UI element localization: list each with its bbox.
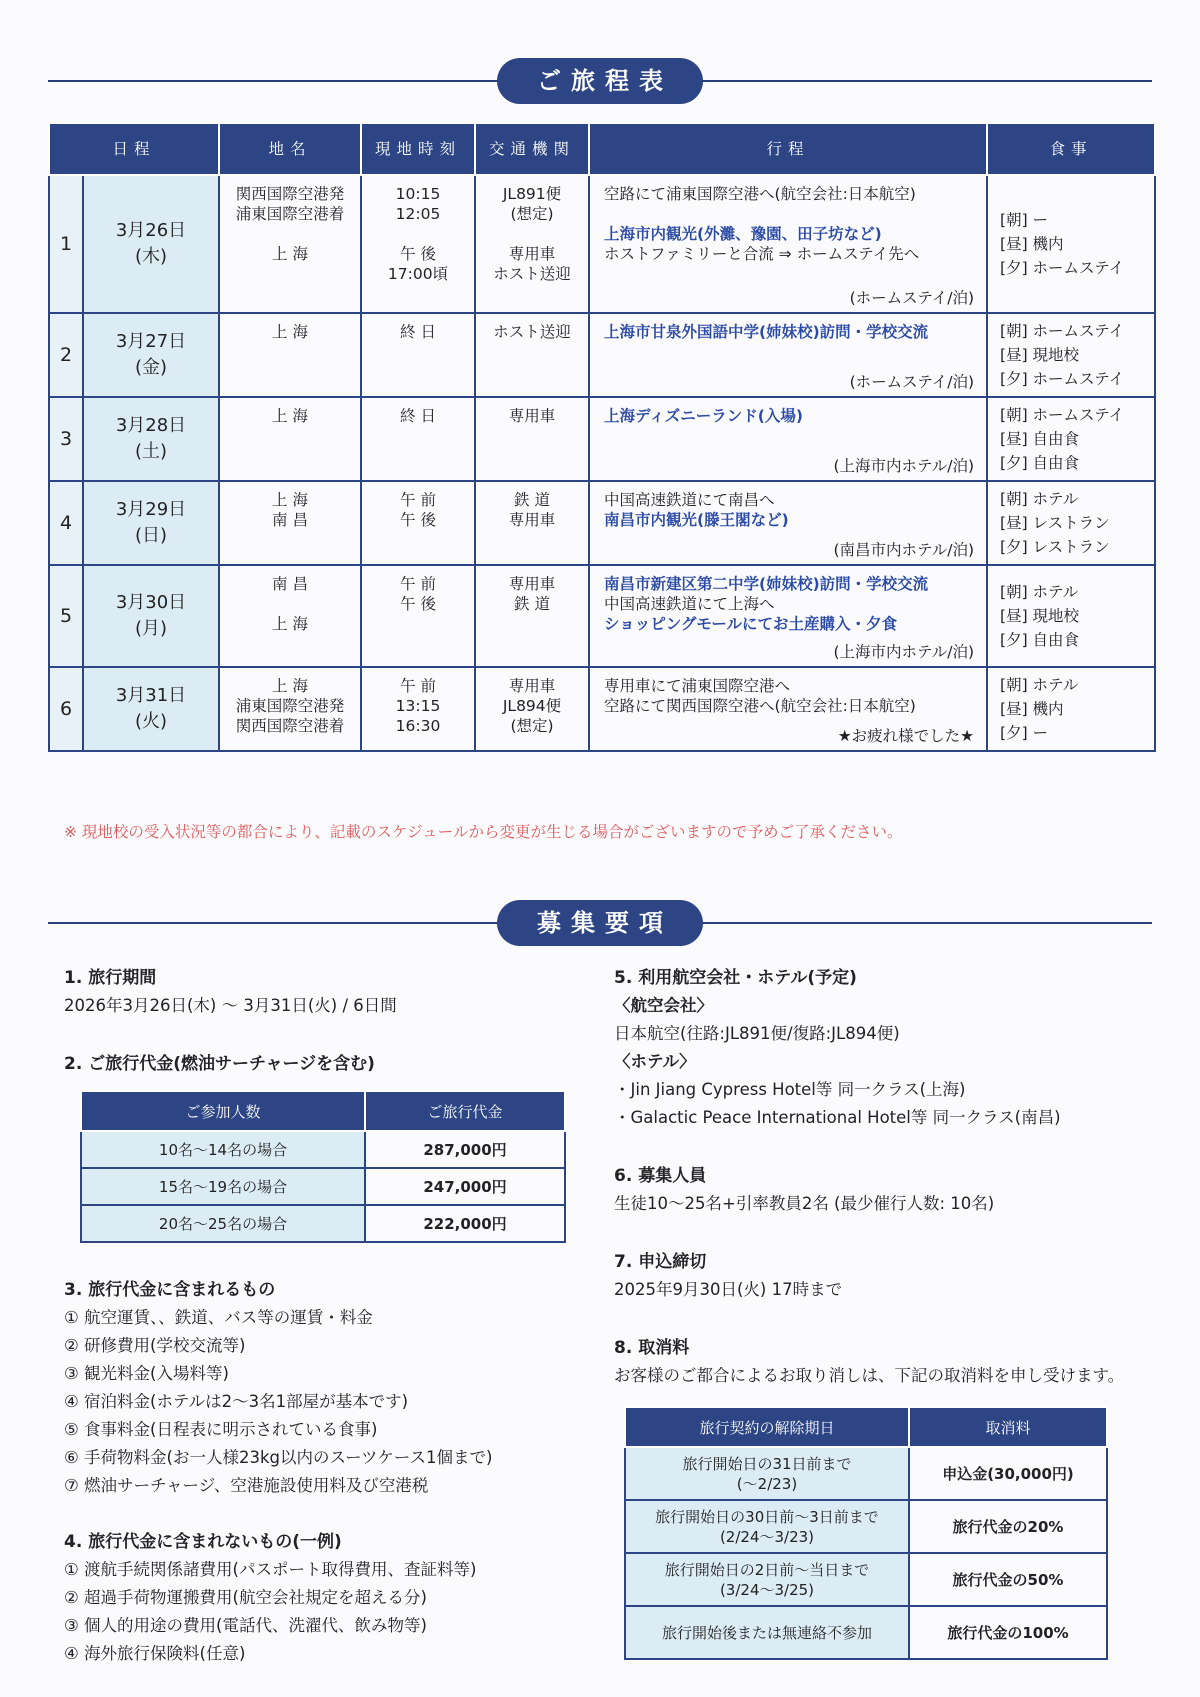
place-line	[220, 224, 360, 244]
section-excluded	[64, 1528, 476, 1668]
section-heading: 8. 取消料	[614, 1338, 690, 1358]
section-heading: 2. ご旅行代金(燃油サーチャージを含む)	[64, 1054, 375, 1074]
section-heading: 5. 利用航空会社・ホテル(予定)	[614, 968, 857, 988]
itinerary-col-header: 交通機関	[475, 123, 589, 175]
time-cell	[361, 565, 475, 667]
meal-line: [昼] 自由食	[1000, 430, 1080, 448]
date-line: (日)	[134, 525, 168, 546]
place-line	[220, 594, 360, 614]
included-item: ⑦ 燃油サーチャージ、空港施設使用料及び空港税	[64, 1476, 429, 1495]
airline-hotel-line: ・Jin Jiang Cypress Hotel等 同一クラス(上海)	[614, 1080, 966, 1099]
included-item: ⑤ 食事料金(日程表に明示されている食事)	[64, 1420, 378, 1439]
plan-line: 上海ディズニーランド(入場)	[604, 407, 803, 425]
cancel-period-line: (2/24～3/23)	[719, 1527, 815, 1546]
time-line: 午 前	[400, 677, 436, 695]
cancel-fee: 旅行代金の100%	[909, 1606, 1107, 1659]
transport-line	[476, 224, 588, 244]
plan-line: 空路にて関西国際空港へ(航空会社:日本航空)	[604, 697, 916, 715]
cancel-description: お客様のご都合によるお取り消しは、下記の取消料を申し受けます。	[614, 1366, 1125, 1385]
day-number: 3	[49, 397, 83, 481]
day-date	[83, 565, 219, 667]
airline-hotel-line: 日本航空(往路:JL891便/復路:JL894便)	[614, 1024, 900, 1043]
cancel-fee: 旅行代金の20%	[909, 1500, 1107, 1553]
airline-hotel-line: ・Galactic Peace International Hotel等 同一クラス(南昌)	[614, 1108, 1061, 1127]
plan-line: ショッピングモールにてお土産購入・夕食	[604, 615, 897, 633]
meal-line: [昼] 現地校	[1000, 607, 1080, 625]
price-col-header: ご参加人数	[81, 1091, 365, 1131]
cancel-col-header: 旅行契約の解除期日	[625, 1407, 909, 1447]
day-date	[83, 397, 219, 481]
meals-cell	[987, 481, 1155, 565]
meal-line: [夕] レストラン	[1000, 538, 1110, 556]
included-item: ③ 観光料金(入場料等)	[64, 1364, 229, 1383]
meals-cell	[987, 667, 1155, 751]
place-cell	[219, 565, 361, 667]
excluded-item: ② 超過手荷物運搬費用(航空会社規定を超える分)	[64, 1588, 427, 1607]
place-cell	[219, 175, 361, 313]
meal-line: [朝] ー	[1000, 211, 1049, 229]
itinerary-header	[48, 58, 1152, 104]
deadline-value: 2025年9月30日(火) 17時まで	[614, 1280, 843, 1299]
place-line: 上 海	[272, 407, 308, 425]
stay-note: (ホームステイ/泊)	[849, 289, 975, 307]
plan-line: ホストファミリーと合流 ⇒ ホームステイ先へ	[604, 245, 920, 263]
date-line: 3月26日	[115, 220, 187, 241]
transport-cell	[475, 667, 589, 751]
meal-line: [夕] 自由食	[1000, 631, 1080, 649]
itinerary-header-row	[49, 123, 1155, 175]
itinerary-col-header: 日程	[49, 123, 219, 175]
place-cell	[219, 667, 361, 751]
place-cell	[219, 313, 361, 397]
place-line: 上 海	[272, 323, 308, 341]
transport-line: (想定)	[510, 717, 554, 735]
section-heading: 4. 旅行代金に含まれないもの(一例)	[64, 1532, 342, 1552]
section-heading: 1. 旅行期間	[64, 968, 157, 988]
itinerary-row	[49, 397, 1155, 481]
plan-cell	[589, 175, 987, 313]
transport-cell	[475, 313, 589, 397]
transport-line: 専用車	[508, 407, 556, 425]
place-cell	[219, 397, 361, 481]
cancel-fee: 申込金(30,000円)	[909, 1447, 1107, 1500]
time-line: 午 後	[400, 595, 436, 613]
time-line: 午 後	[400, 245, 436, 263]
plan-cell	[589, 565, 987, 667]
day-date	[83, 313, 219, 397]
itinerary-table	[48, 122, 1156, 752]
stay-note: (上海市内ホテル/泊)	[833, 643, 975, 661]
cancel-period-line: 旅行開始後または無連絡不参加	[661, 1623, 872, 1642]
cancel-col-header: 取消料	[909, 1407, 1107, 1447]
time-cell	[361, 481, 475, 565]
meals-cell	[987, 175, 1155, 313]
cancel-period-line: 旅行開始日の31日前まで	[682, 1454, 852, 1473]
included-item: ⑥ 手荷物料金(お一人様23kg以内のスーツケース1個まで)	[64, 1448, 493, 1467]
itinerary-row	[49, 313, 1155, 397]
cancel-row	[625, 1500, 1107, 1553]
price-row	[81, 1131, 565, 1168]
place-line: 関西国際空港発	[235, 185, 345, 203]
cancel-fee: 旅行代金の50%	[909, 1553, 1107, 1606]
day-date	[83, 481, 219, 565]
time-line: 13:15	[395, 697, 441, 715]
cancel-period	[625, 1606, 909, 1659]
meal-line: [朝] ホテル	[1000, 583, 1079, 601]
transport-line: ホスト送迎	[493, 323, 571, 341]
cancel-period-line: (3/24～3/25)	[719, 1580, 815, 1599]
cancel-row	[625, 1553, 1107, 1606]
cancel-period	[625, 1553, 909, 1606]
meals-cell	[987, 565, 1155, 667]
day-number: 6	[49, 667, 83, 751]
plan-line: 上海市内観光(外灘、豫園、田子坊など)	[604, 225, 882, 243]
time-line: 終 日	[400, 407, 436, 425]
cancel-row	[625, 1606, 1107, 1659]
meal-line: [夕] ホームステイ	[1000, 370, 1125, 388]
section-heading: 6. 募集人員	[614, 1166, 707, 1186]
itinerary-title: ご旅程表	[497, 58, 703, 104]
plan-line: 中国高速鉄道にて南昌へ	[604, 491, 775, 509]
plan-line: 中国高速鉄道にて上海へ	[604, 595, 775, 613]
schedule-note: ※ 現地校の受入状況等の都合により、記載のスケジュールから変更が生じる場合がございますので予めご了承ください。	[64, 823, 903, 841]
price-value: 222,000円	[365, 1205, 565, 1242]
date-line: 3月28日	[115, 415, 187, 436]
place-line: 関西国際空港着	[235, 717, 345, 735]
date-line: 3月31日	[115, 685, 187, 706]
recruit-title: 募集要項	[497, 900, 703, 946]
transport-line: JL894便	[502, 697, 562, 715]
day-number: 4	[49, 481, 83, 565]
meal-line: [昼] レストラン	[1000, 514, 1110, 532]
time-line: 17:00頃	[387, 265, 449, 283]
included-item: ② 研修費用(学校交流等)	[64, 1336, 246, 1355]
place-line: 浦東国際空港着	[235, 205, 345, 223]
cancel-period-line: 旅行開始日の30日前～3日前まで	[655, 1507, 879, 1526]
transport-line: 専用車	[508, 575, 556, 593]
section-deadline	[614, 1248, 842, 1304]
section-heading: 3. 旅行代金に含まれるもの	[64, 1280, 276, 1300]
time-cell	[361, 667, 475, 751]
place-line: 上 海	[272, 245, 308, 263]
place-line: 南 昌	[272, 575, 308, 593]
time-line: 16:30	[395, 717, 441, 735]
transport-line: 専用車	[508, 245, 556, 263]
place-line: 上 海	[272, 491, 308, 509]
section-price	[64, 1050, 375, 1078]
transport-line: 鉄 道	[514, 491, 550, 509]
itinerary-col-header: 食事	[987, 123, 1155, 175]
transport-line: (想定)	[510, 205, 554, 223]
date-line: (土)	[134, 441, 168, 462]
cancel-period-line: 旅行開始日の2日前～当日まで	[664, 1560, 870, 1579]
stay-note: ★お疲れ様でした★	[837, 727, 975, 745]
excluded-item: ① 渡航手続関係諸費用(パスポート取得費用、査証料等)	[64, 1560, 477, 1579]
date-line: (火)	[134, 711, 168, 732]
cancel-period	[625, 1500, 909, 1553]
place-line: 上 海	[272, 677, 308, 695]
section-period	[64, 964, 397, 1020]
meal-line: [夕] ー	[1000, 724, 1049, 742]
plan-line: 南昌市内観光(滕王閣など)	[604, 511, 789, 529]
price-group: 20名～25名の場合	[81, 1205, 365, 1242]
cancel-table	[624, 1406, 1108, 1660]
transport-line: ホスト送迎	[493, 265, 571, 283]
meals-cell	[987, 397, 1155, 481]
recruit-header	[48, 900, 1152, 946]
capacity-value: 生徒10～25名+引率教員2名 (最少催行人数: 10名)	[614, 1194, 995, 1213]
meal-line: [朝] ホテル	[1000, 490, 1079, 508]
meal-line: [朝] ホームステイ	[1000, 322, 1125, 340]
plan-line: 専用車にて浦東国際空港へ	[604, 677, 791, 695]
section-heading: 7. 申込締切	[614, 1252, 707, 1272]
meal-line: [夕] 自由食	[1000, 454, 1080, 472]
day-number: 1	[49, 175, 83, 313]
place-cell	[219, 481, 361, 565]
meal-line: [昼] 現地校	[1000, 346, 1080, 364]
date-line: 3月27日	[115, 331, 187, 352]
airline-hotel-line: 〈ホテル〉	[614, 1052, 696, 1071]
stay-note: (南昌市内ホテル/泊)	[833, 541, 975, 559]
price-value: 287,000円	[365, 1131, 565, 1168]
period-value: 2026年3月26日(木) ～ 3月31日(火) / 6日間	[64, 996, 397, 1015]
time-line: 12:05	[395, 205, 441, 223]
cancel-period	[625, 1447, 909, 1500]
cancel-period-line: (～2/23)	[736, 1474, 798, 1493]
itinerary-col-header: 行程	[589, 123, 987, 175]
transport-line: JL891便	[502, 185, 562, 203]
place-line: 上 海	[272, 615, 308, 633]
cancel-row	[625, 1447, 1107, 1500]
price-table	[80, 1090, 566, 1243]
excluded-item: ④ 海外旅行保険料(任意)	[64, 1644, 246, 1663]
day-date	[83, 667, 219, 751]
airline-hotel-line: 〈航空会社〉	[614, 996, 713, 1015]
transport-line: 鉄 道	[514, 595, 550, 613]
section-capacity	[614, 1162, 994, 1218]
section-cancel	[614, 1334, 1124, 1390]
place-line: 浦東国際空港発	[235, 697, 345, 715]
price-value: 247,000円	[365, 1168, 565, 1205]
date-line: (木)	[134, 246, 168, 267]
plan-cell	[589, 667, 987, 751]
transport-cell	[475, 397, 589, 481]
stay-note: (上海市内ホテル/泊)	[833, 457, 975, 475]
excluded-item: ③ 個人的用途の費用(電話代、洗濯代、飲み物等)	[64, 1616, 427, 1635]
plan-cell	[589, 313, 987, 397]
meal-line: [夕] ホームステイ	[1000, 259, 1125, 277]
date-line: 3月29日	[115, 499, 187, 520]
date-line: 3月30日	[115, 592, 187, 613]
time-line: 終 日	[400, 323, 436, 341]
place-line: 南 昌	[272, 511, 308, 529]
time-cell	[361, 397, 475, 481]
section-airline-hotel	[614, 964, 1061, 1132]
plan-cell	[589, 397, 987, 481]
meal-line: [昼] 機内	[1000, 700, 1064, 718]
transport-cell	[475, 175, 589, 313]
price-group: 10名～14名の場合	[81, 1131, 365, 1168]
time-line: 午 前	[400, 491, 436, 509]
day-number: 5	[49, 565, 83, 667]
date-line: (金)	[134, 357, 168, 378]
section-included	[64, 1276, 492, 1500]
transport-line: 専用車	[508, 511, 556, 529]
itinerary-col-header: 地名	[219, 123, 361, 175]
time-cell	[361, 175, 475, 313]
itinerary-row	[49, 175, 1155, 313]
included-item: ① 航空運賃、、鉄道、バス等の運賃・料金	[64, 1308, 373, 1327]
itinerary-row	[49, 667, 1155, 751]
time-line: 午 前	[400, 575, 436, 593]
plan-line: 空路にて浦東国際空港へ(航空会社:日本航空)	[604, 185, 916, 203]
meal-line: [朝] ホテル	[1000, 676, 1079, 694]
time-line: 午 後	[400, 511, 436, 529]
price-row	[81, 1168, 565, 1205]
day-date	[83, 175, 219, 313]
plan-line: 上海市甘泉外国語中学(姉妹校)訪問・学校交流	[604, 323, 929, 341]
itinerary-row	[49, 565, 1155, 667]
itinerary-col-header: 現地時刻	[361, 123, 475, 175]
time-cell	[361, 313, 475, 397]
price-row	[81, 1205, 565, 1242]
price-col-header: ご旅行代金	[365, 1091, 565, 1131]
price-group: 15名～19名の場合	[81, 1168, 365, 1205]
transport-cell	[475, 565, 589, 667]
itinerary-row	[49, 481, 1155, 565]
transport-cell	[475, 481, 589, 565]
meal-line: [朝] ホームステイ	[1000, 406, 1125, 424]
meals-cell	[987, 313, 1155, 397]
transport-line: 専用車	[508, 677, 556, 695]
plan-cell	[589, 481, 987, 565]
stay-note: (ホームステイ/泊)	[849, 373, 975, 391]
time-line	[362, 224, 474, 244]
included-item: ④ 宿泊料金(ホテルは2～3名1部屋が基本です)	[64, 1392, 409, 1411]
date-line: (月)	[134, 618, 168, 639]
meal-line: [昼] 機内	[1000, 235, 1064, 253]
time-line: 10:15	[395, 185, 441, 203]
day-number: 2	[49, 313, 83, 397]
plan-line	[604, 204, 976, 224]
plan-line: 南昌市新建区第二中学(姉妹校)訪問・学校交流	[604, 575, 929, 593]
